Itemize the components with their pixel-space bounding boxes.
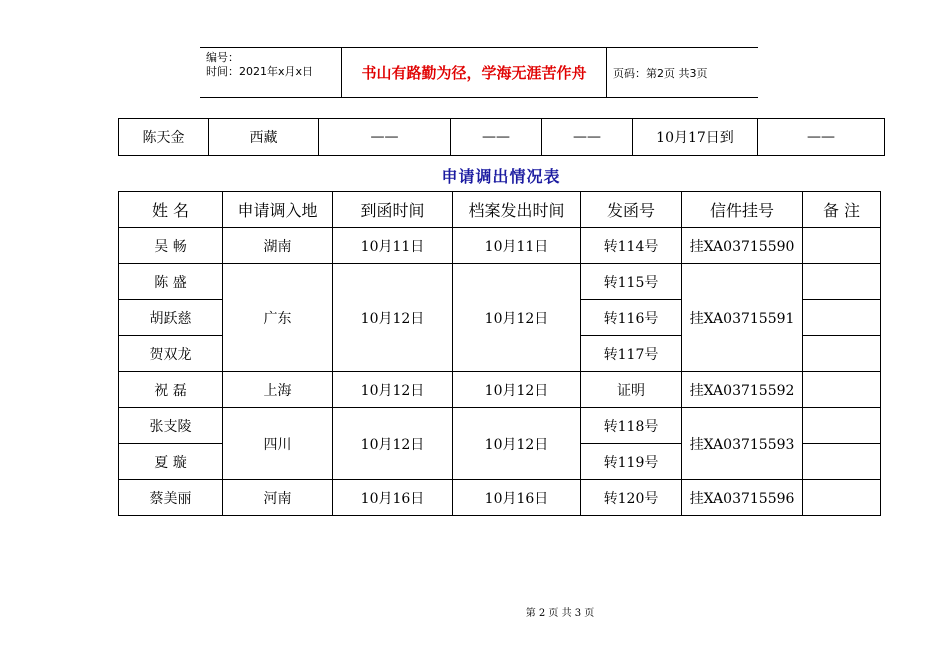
cell: —— [451,119,542,156]
dest-cell: 湖南 [223,228,333,264]
name-cell: 陈 盛 [119,264,223,300]
sent-cell: 10月16日 [453,480,581,516]
note-cell [803,300,881,336]
name-cell: 张支陵 [119,408,223,444]
table-row [119,264,881,300]
cell: —— [758,119,885,156]
column-header: 备 注 [803,192,881,228]
cell: 西藏 [209,119,319,156]
letter-cell: 转116号 [581,300,682,336]
table-row [119,228,881,264]
header-meta [200,48,342,97]
arrive-cell: 10月11日 [333,228,453,264]
dest-cell: 广东 [223,264,333,372]
note-cell [803,444,881,480]
cell: 陈天金 [119,119,209,156]
arrive-cell: 10月12日 [333,372,453,408]
cell: 10月17日到 [633,119,758,156]
cell: —— [319,119,451,156]
sent-cell: 10月12日 [453,408,581,480]
arrive-cell: 10月12日 [333,264,453,372]
letter-cell: 转118号 [581,408,682,444]
name-cell: 夏 璇 [119,444,223,480]
note-cell [803,372,881,408]
reg-cell: 挂XA03715591 [682,264,803,372]
letter-cell: 转115号 [581,264,682,300]
name-cell: 吴 畅 [119,228,223,264]
note-cell [803,408,881,444]
table-row [119,480,881,516]
transfer-table [118,191,881,516]
cell: —— [542,119,633,156]
reg-cell: 挂XA03715590 [682,228,803,264]
dest-cell: 上海 [223,372,333,408]
letter-cell: 转120号 [581,480,682,516]
column-header: 信件挂号 [682,192,803,228]
column-header: 到函时间 [333,192,453,228]
name-cell: 祝 磊 [119,372,223,408]
header-motto: 书山有路勤为径，学海无涯苦作舟 [342,48,607,97]
page-header [200,47,758,98]
note-cell [803,228,881,264]
letter-cell: 转114号 [581,228,682,264]
column-header: 发函号 [581,192,682,228]
table-row [119,372,881,408]
column-header: 申请调入地 [223,192,333,228]
table-title: 申请调出情况表 [441,167,561,186]
sent-cell: 10月12日 [453,264,581,372]
note-cell [803,336,881,372]
code-label: 编号： [206,51,239,64]
page-footer: 第 2 页 共 3 页 [525,608,595,619]
name-cell: 贺双龙 [119,336,223,372]
table-header-row [119,192,881,228]
dest-cell: 四川 [223,408,333,480]
reg-cell: 挂XA03715593 [682,408,803,480]
letter-cell: 证明 [581,372,682,408]
letter-cell: 转117号 [581,336,682,372]
arrive-cell: 10月16日 [333,480,453,516]
time-label: 时间：2021年x月x日 [206,65,314,78]
name-cell: 胡跃慈 [119,300,223,336]
note-cell [803,264,881,300]
header-page-number: 页码：第2页 共3页 [613,66,708,80]
arrive-cell: 10月12日 [333,408,453,480]
name-cell: 蔡美丽 [119,480,223,516]
reg-cell: 挂XA03715592 [682,372,803,408]
table-row [119,119,885,156]
reg-cell: 挂XA03715596 [682,480,803,516]
sent-cell: 10月11日 [453,228,581,264]
sent-cell: 10月12日 [453,372,581,408]
previous-table-tail [118,118,885,156]
column-header: 姓 名 [119,192,223,228]
note-cell [803,480,881,516]
table-row [119,408,881,444]
dest-cell: 河南 [223,480,333,516]
letter-cell: 转119号 [581,444,682,480]
column-header: 档案发出时间 [453,192,581,228]
